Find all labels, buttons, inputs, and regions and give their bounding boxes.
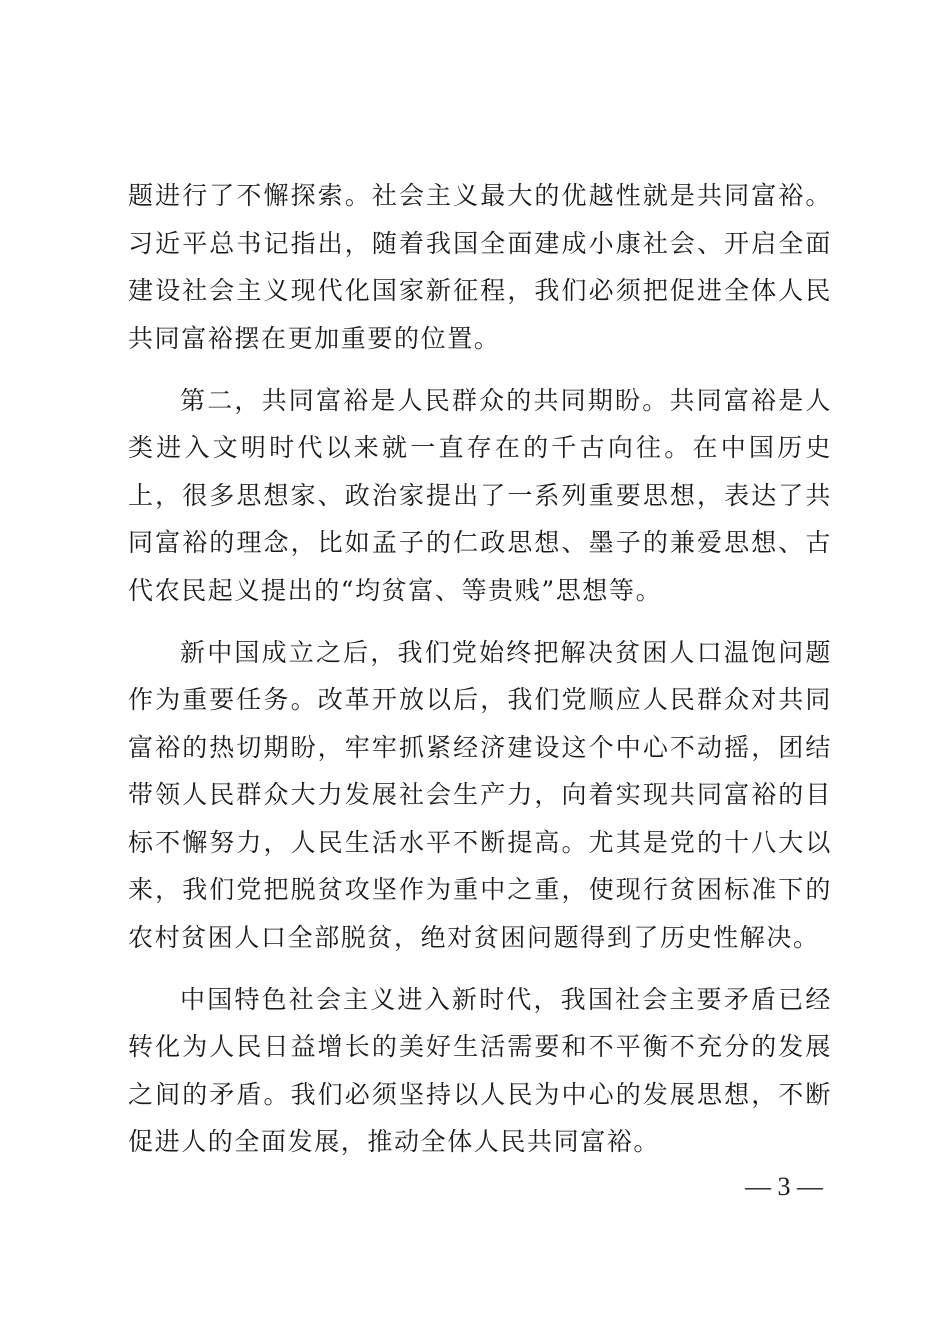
page-number: — 3 —: [745, 1172, 823, 1201]
paragraph-continued: 题进行了不懈探索。社会主义最大的优越性就是共同富裕。习近平总书记指出，随着我国全面建成小康社会、开启全面建设社会主义现代化国家新征程，我们必须把促进全体人民共同富裕摆在更加重要的位置。: [128, 181, 832, 353]
paragraph-new-china: 新中国成立之后，我们党始终把解决贫困人口温饱问题作为重要任务。改革开放以后，我们党顺应人民群众对共同富裕的热切期盼，牢牢抓紧经济建设这个中心不动摇，团结带领人民群众大力发展社会生产力，向着实现共同富裕的目标不懈努力，人民生活水平不断提高。尤其是党的十八大以来，我们党把脱贫攻坚作为重中之重，使现行贫困标准下的农村贫困人口全部脱贫，绝对贫困问题得到了历史性解决。: [128, 637, 832, 952]
paragraph-second-point: 第二，共同富裕是人民群众的共同期盼。共同富裕是人类进入文明时代以来就一直存在的千古向往。在中国历史上，很多思想家、政治家提出了一系列重要思想，表达了共同富裕的理念，比如孟子的仁政思想、墨子的兼爱思想、古代农民起义提出的“均贫富、等贵贱”思想等。: [128, 385, 832, 605]
body-text: [128, 172, 832, 1180]
paragraph-new-era: 中国特色社会主义进入新时代，我国社会主要矛盾已经转化为人民日益增长的美好生活需要和不平衡不充分的发展之间的矛盾。我们必须坚持以人民为中心的发展思想，不断促进人的全面发展，推动全体人民共同富裕。: [128, 984, 832, 1156]
